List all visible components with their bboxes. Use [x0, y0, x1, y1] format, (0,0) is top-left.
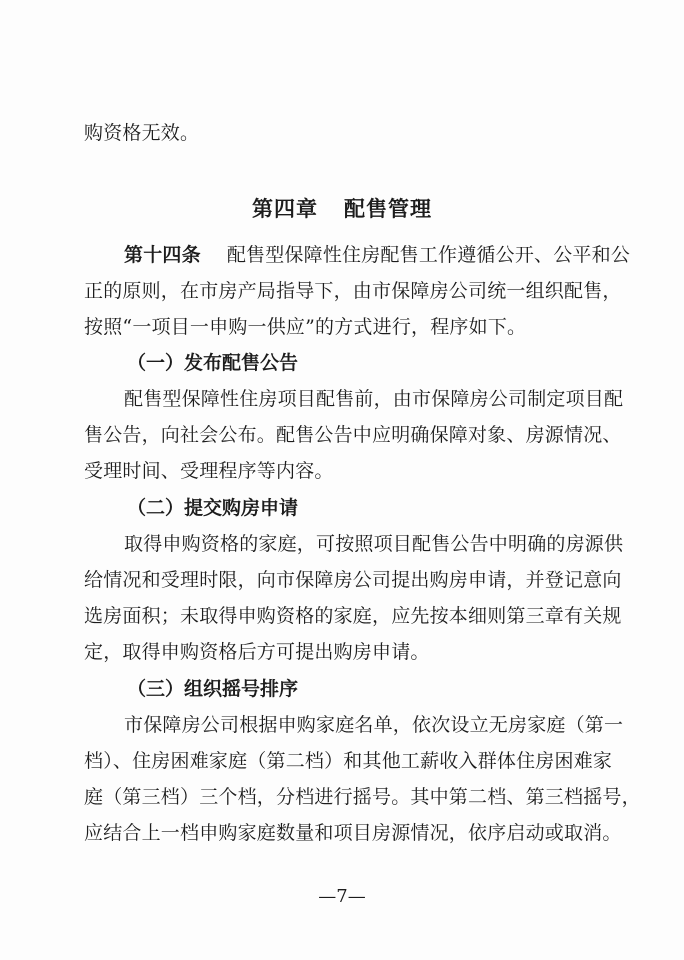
section-1-line-3: 受理时间、受理程序等内容。: [84, 460, 334, 482]
section-2-line-2: 给情况和受理时限，向市保障房公司提出购房申请，并登记意向: [84, 569, 622, 591]
section-3-line-1: 市保障房公司根据申购家庭名单，依次设立无房家庭（第一: [124, 714, 624, 736]
chapter-number: 第四章: [252, 197, 318, 221]
chapter-title: [0, 193, 684, 223]
intro-line: 购资格无效。: [84, 122, 200, 144]
article-first-line: [124, 243, 631, 267]
section-2-line-1: 取得申购资格的家庭，可按照项目配售公告中明确的房源供: [124, 533, 624, 555]
article-line-1: 配售型保障性住房配售工作遵循公开、公平和公: [226, 244, 631, 266]
section-heading-3: （三）组织摇号排序: [127, 678, 299, 700]
section-heading-2: （二）提交购房申请: [127, 497, 299, 519]
section-heading-1: （一）发布配售公告: [127, 352, 299, 374]
section-1-line-1: 配售型保障性住房项目配售前，由市保障房公司制定项目配: [124, 388, 624, 410]
chapter-name: 配售管理: [344, 197, 432, 221]
section-3-line-3: 庭（第三档）三个档，分档进行摇号。其中第二档、第三档摇号，: [84, 786, 641, 808]
section-1-line-2: 售公告，向社会公布。配售公告中应明确保障对象、房源情况、: [84, 424, 622, 446]
section-2-line-3: 选房面积；未取得申购资格的家庭，应先按本细则第三章有关规: [84, 605, 622, 627]
section-2-line-4: 定，取得申购资格后方可提出购房申请。: [84, 641, 430, 663]
article-line-2: 正的原则，在市房产局指导下，由市保障房公司统一组织配售，: [84, 280, 622, 302]
article-label: 第十四条: [124, 244, 201, 266]
section-3-line-2: 档）、住房困难家庭（第二档）和其他工薪收入群体住房困难家: [84, 750, 613, 772]
article-line-3: 按照“一项目一申购一供应”的方式进行，程序如下。: [84, 316, 527, 338]
page-number: —7—: [318, 886, 366, 907]
section-3-line-4: 应结合上一档申购家庭数量和项目房源情况，依序启动或取消。: [84, 822, 622, 844]
